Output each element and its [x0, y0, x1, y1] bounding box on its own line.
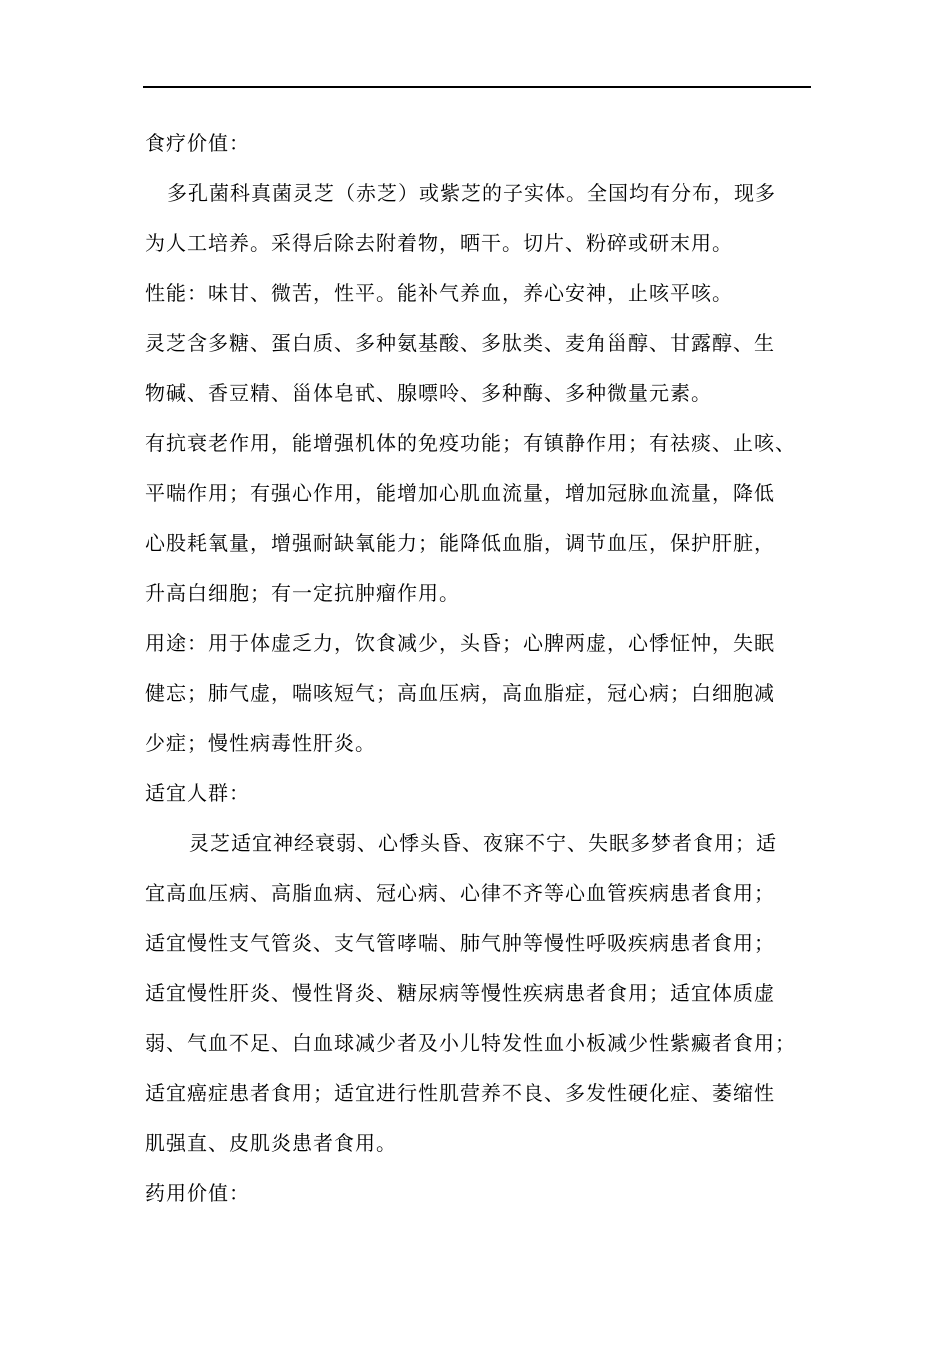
header-rule — [143, 86, 811, 88]
paragraph-line: 心股耗氧量，增强耐缺氧能力；能降低血脂，调节血压，保护肝脏， — [145, 531, 775, 555]
document-body — [145, 118, 809, 1218]
paragraph-line: 灵芝含多糖、蛋白质、多种氨基酸、多肽类、麦角甾醇、甘露醇、生 — [145, 331, 775, 355]
paragraph-line: 物碱、香豆精、甾体皂甙、腺嘌呤、多种酶、多种微量元素。 — [145, 381, 712, 405]
section-heading-suitable-people: 适宜人群： — [145, 781, 250, 805]
paragraph-line: 用途：用于体虚乏力，饮食减少，头昏；心脾两虚，心悸怔忡，失眠 — [145, 631, 775, 655]
section-heading-food-therapy: 食疗价值： — [145, 131, 250, 155]
paragraph-line: 升高白细胞；有一定抗肿瘤作用。 — [145, 581, 460, 605]
paragraph-line: 少症；慢性病毒性肝炎。 — [145, 731, 376, 755]
paragraph-line: 多孔菌科真菌灵芝（赤芝）或紫芝的子实体。全国均有分布，现多 — [167, 181, 776, 205]
paragraph-line: 肌强直、皮肌炎患者食用。 — [145, 1131, 397, 1155]
paragraph-line: 适宜慢性支气管炎、支气管哮喘、肺气肿等慢性呼吸疾病患者食用； — [145, 931, 775, 955]
paragraph-line: 有抗衰老作用，能增强机体的免疫功能；有镇静作用；有祛痰、止咳、 — [145, 431, 796, 455]
paragraph-line: 适宜癌症患者食用；适宜进行性肌营养不良、多发性硬化症、萎缩性 — [145, 1081, 775, 1105]
paragraph-line: 健忘；肺气虚，喘咳短气；高血压病，高血脂症，冠心病；白细胞减 — [145, 681, 775, 705]
paragraph-line: 弱、气血不足、白血球减少者及小儿特发性血小板减少性紫癜者食用； — [145, 1031, 796, 1055]
paragraph-line: 为人工培养。采得后除去附着物，晒干。切片、粉碎或研末用。 — [145, 231, 733, 255]
paragraph-line: 性能：味甘、微苦，性平。能补气养血，养心安神，止咳平咳。 — [145, 281, 733, 305]
section-heading-medicinal-value: 药用价值： — [145, 1181, 250, 1205]
paragraph-line: 宜高血压病、高脂血病、冠心病、心律不齐等心血管疾病患者食用； — [145, 881, 775, 905]
paragraph-line: 适宜慢性肝炎、慢性肾炎、糖尿病等慢性疾病患者食用；适宜体质虚 — [145, 981, 775, 1005]
paragraph-line: 灵芝适宜神经衰弱、心悸头昏、夜寐不宁、失眠多梦者食用；适 — [189, 831, 777, 855]
paragraph-line: 平喘作用；有强心作用，能增加心肌血流量，增加冠脉血流量，降低 — [145, 481, 775, 505]
